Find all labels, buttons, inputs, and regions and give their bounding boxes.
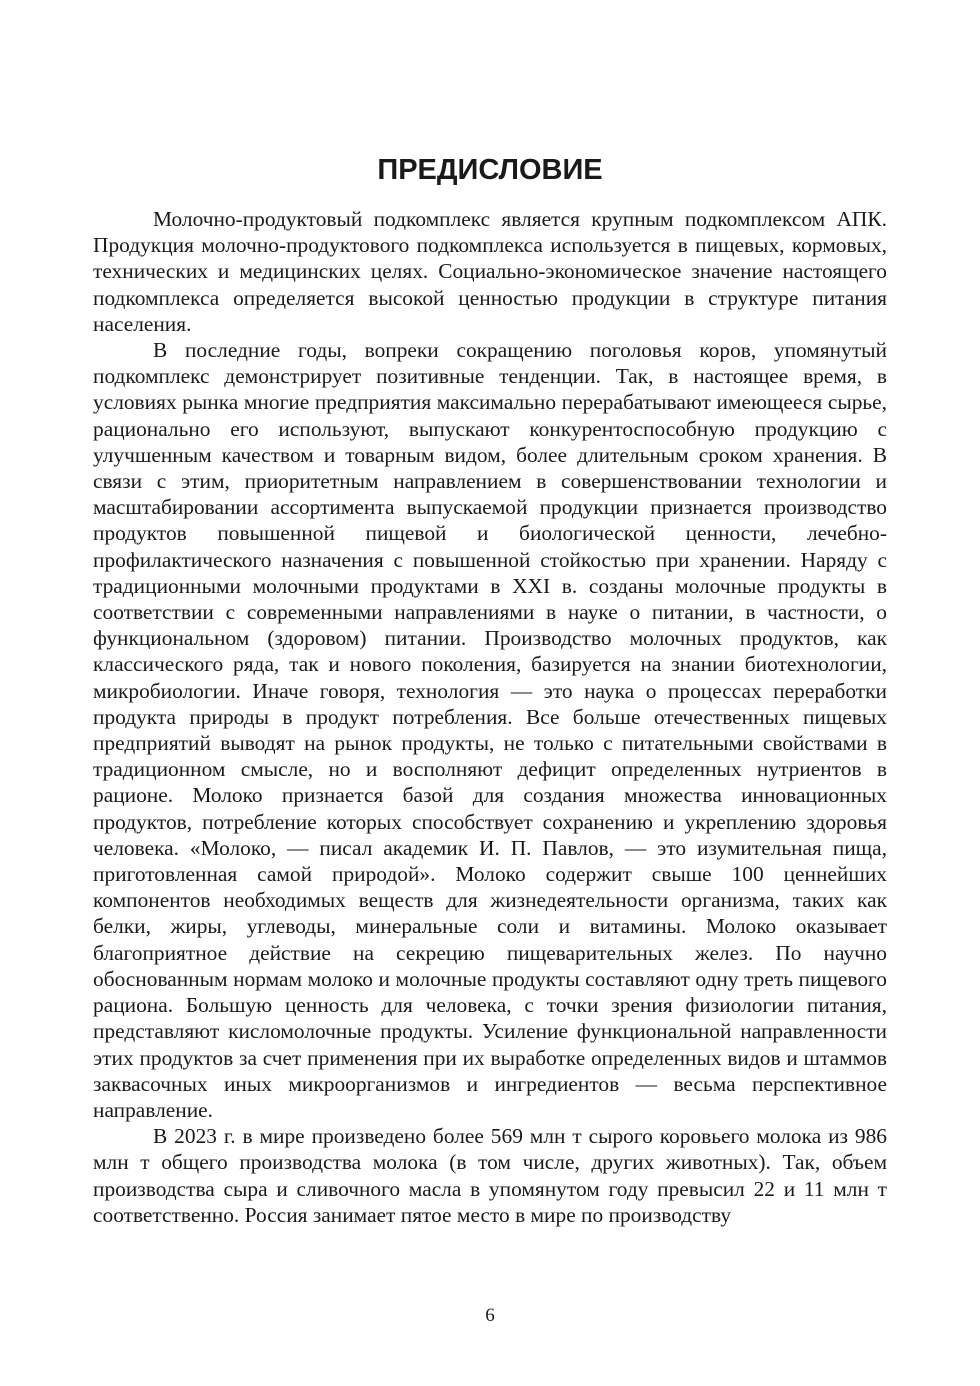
paragraph-3: В 2023 г. в мире произведено более 569 млн т сырого коровьего молока из 986 млн т общего производства молока (в том числе, других животных). Так, объем производства сыра и сливочного масла в упомянутом году превысил 22 и 11 млн т соответственно. Россия занимает пятое место в мире по производству <box>93 1124 887 1227</box>
page-number: 6 <box>485 1305 495 1326</box>
paragraph-1: Молочно-продуктовый подкомплекс является крупным подкомплексом АПК. Продукция молочно-продуктового подкомплекса используется в пищевых, кормовых, технических и медицинских целях. Социально-экономическое значение настоящего подкомплекса определяется высокой ценностью продукции в структуре питания населения. <box>93 207 887 336</box>
body-text <box>93 206 887 1228</box>
page-title: ПРЕДИСЛОВИЕ <box>377 154 603 186</box>
paragraph-2: В последние годы, вопреки сокращению поголовья коров, упомянутый подкомплекс демонстрирует позитивные тенденции. Так, в настоящее время, в условиях рынка многие предприятия максимально перерабатывают имеющееся сырье, рационально его используют, выпускают конкурентоспособную продукцию с улучшенным качеством и товарным видом, более длительным сроком хранения. В связи с этим, приоритетным направлением в совершенствовании технологии и масштабировании ассортимента выпускаемой продукции признается производство продуктов повышенной пищевой и биологической ценности, лечебно-профилактического назначения с повышенной стойкостью при хранении. Наряду с традиционными молочными продуктами в XXI в. созданы молочные продукты в соответствии с современными направлениями в науке о питании, в частности, о функциональном (здоровом) питании. Производство молочных продуктов, как классического ряда, так и нового поколения, базируется на знании биотехнологии, микробиологии. Иначе говоря, технология — это наука о процессах переработки продукта природы в продукт потребления. Все больше отечественных пищевых предприятий выводят на рынок продукты, не только с питательными свойствами в традиционном смысле, но и восполняют дефицит определенных нутриентов в рационе. Молоко признается базой для создания множества инновационных продуктов, потребление которых способствует сохранению и укреплению здоровья человека. «Молоко, — писал академик И. П. Павлов, — это изумительная пища, приготовленная самой природой». Молоко содержит свыше 100 ценнейших компонентов необходимых веществ для жизнедеятельности организма, таких как белки, жиры, углеводы, минеральные соли и витамины. Молоко оказывает благоприятное действие на секрецию пищеварительных желез. По научно обоснованным нормам молоко и молочные продукты составляют одну треть пищевого рациона. Большую ценность для человека, с точки зрения физиологии питания, представляют кисломолочные продукты. Усиление функциональной направленности этих продуктов за счет применения при их выработке определенных видов и штаммов заквасочных иных микроорганизмов и ингредиентов — весьма перспективное направление. <box>93 338 887 1122</box>
